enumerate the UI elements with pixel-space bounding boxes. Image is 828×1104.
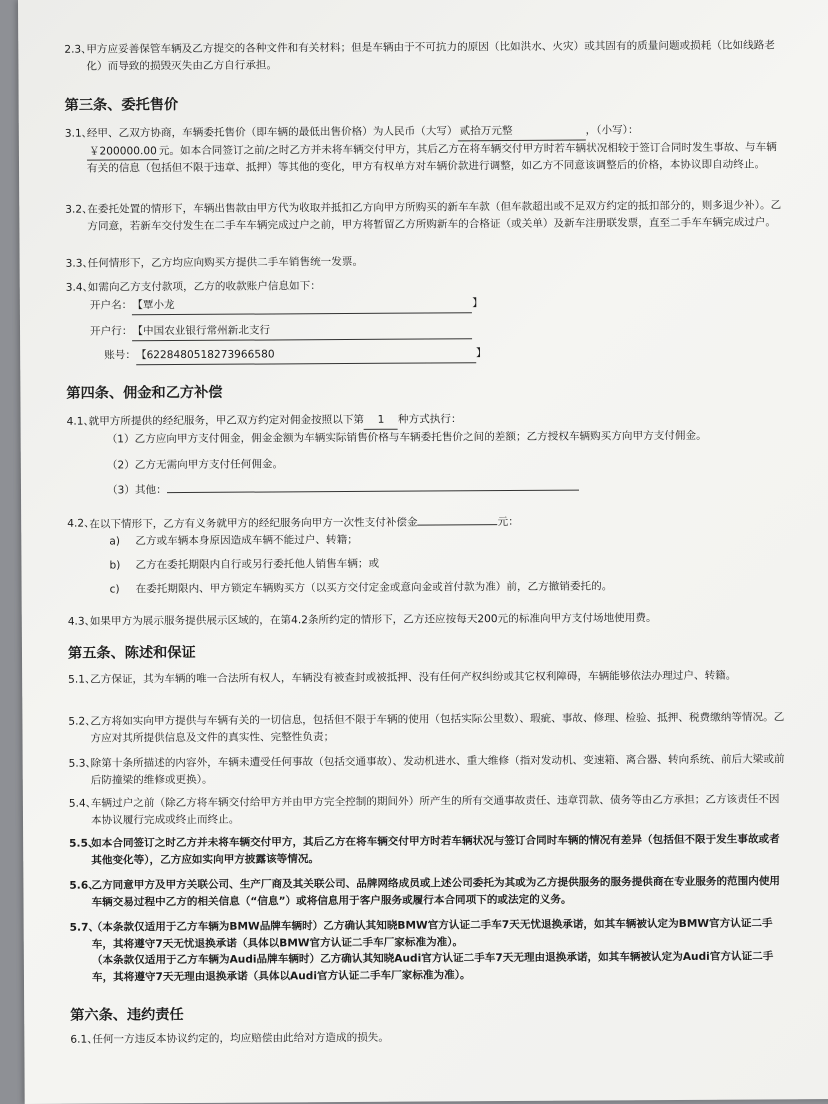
- price-in-words: 贰拾万元整: [458, 123, 586, 141]
- clause-text: 如果甲方为展示服务提供展示区域的，在第4.2条所约定的情形下，乙方还应按每天200元的标准向甲方支付场地使用费。: [89, 612, 657, 628]
- clause-5-3: [69, 751, 789, 788]
- clause-5-2: [68, 709, 788, 746]
- clause-number: 2.3、: [64, 43, 92, 56]
- clause-number: 4.2、: [67, 517, 95, 530]
- clause-text: 在委托处置的情形下，车辆出售款由甲方代为收取并抵扣乙方向甲方所购买的新车车款（但车款超出或不足双方约定的抵扣部分的，则多退少补）。乙方同意，若新车交付发生在二手车车辆完成过户之前，甲方将暂留乙方所购新车的合格证（或关单）及新车注册联发票，直至二手车车辆完成过户。: [87, 199, 782, 233]
- clause-number: 5.5、: [69, 837, 99, 850]
- account-name-row: 开户名：【覃小龙 】: [90, 295, 483, 315]
- section-heading-5: 第五条、陈述和保证: [67, 644, 196, 662]
- account-number-value: 6228480518273966580: [146, 348, 275, 362]
- clause-number: 4.1、: [66, 415, 95, 428]
- clause-text: 经甲、乙双方协商，车辆委托售价（即车辆的最低出售价格）为人民币（大写） 贰拾万元整 ，（小写）： ￥200000.00 元。如本合同签订之前/之时乙方并未将车辆交付甲方，其后乙方在将车辆交付甲方时若车辆状况相较于签订合同时发生事故、与车辆有关的信息（包括但不限于违章、抵押）等其他的变化，甲方有权单方对车辆价款进行调整，如乙方不同意该调整后的价格，本协议即自动终止。: [86, 124, 777, 175]
- clause-number: 3.2、: [65, 203, 93, 216]
- clause-6-1: [70, 1027, 790, 1048]
- bmw-clause: （本条款仅适用于乙方车辆为BMW品牌车辆时）乙方确认其知晓BMW官方认证二手车7天无忧退换承诺，如其车辆被认定为BMW官方认证二手车，其将遵守7天无忧退换承诺（具体以BMW官方认证二手车厂家标准为准）。: [91, 917, 773, 951]
- clause-number: 5.3、: [68, 757, 97, 770]
- clause-number: 5.6、: [69, 879, 99, 892]
- clause-5-7: [70, 915, 790, 985]
- clause-number: 5.4、: [68, 797, 97, 810]
- clause-4-2-a: a) 乙方或车辆本身原因造成车辆不能过户、转籍；: [109, 533, 358, 548]
- section-heading-4: 第四条、佣金和乙方补偿: [66, 384, 223, 402]
- clause-number: 5.2、: [68, 715, 96, 728]
- clause-text: 如本合同签订之时乙方并未将车辆交付甲方，其后乙方在将车辆交付甲方时若车辆状况与签订合同时车辆的情况有差异（包括但不限于发生事故或者其他变化等），乙方应如实向甲方披露该等情况。: [91, 833, 780, 867]
- clause-number: 3.3、: [65, 257, 94, 270]
- clause-number: 6.1、: [70, 1033, 98, 1046]
- price-in-figures: ￥200000.00: [87, 143, 159, 161]
- clause-3-2: [65, 197, 785, 234]
- commission-option-3: （3）其他：: [107, 479, 579, 499]
- audi-clause: （本条款仅适用于乙方车辆为Audi品牌车辆时）乙方确认其知晓Audi官方认证二手车7天无理由退换承诺，如其车辆被认定为Audi官方认证二手车，其将遵守7天无理由退换承诺（具体以Audi官方认证二手车厂家标准为准）。: [91, 950, 774, 984]
- clause-text: 乙方同意甲方及甲方关联公司、生产厂商及其关联公司、品牌网络成员或上述公司委托为其或为乙方提供服务的服务提供商在专业服务的范围内使用车辆交易过程中乙方的相关信息（“信息”）或将信息用于客户服务或履行本合同项下的或法定的义务。: [91, 875, 781, 909]
- bank-label: 开户行：: [89, 325, 133, 338]
- clause-5-1: [68, 667, 788, 688]
- contract-body: [64, 35, 785, 1046]
- contract-page: [18, 0, 828, 1104]
- bank-value: 中国农业银行常州新北支行: [142, 324, 271, 338]
- clause-text: 任何一方违反本协议约定的，均应赔偿由此给对方造成的损失。: [92, 1031, 390, 1046]
- clause-5-6: [69, 873, 789, 910]
- clause-text: 乙方将如实向甲方提供与车辆有关的一切信息，包括但不限于车辆的使用（包括实际公里数）、瑕疵、事故、修理、检验、抵押、税费缴纳等情况。乙方应对其所提供信息及文件的真实性、完整性负责；: [90, 711, 785, 745]
- clause-number: 5.1、: [68, 673, 96, 686]
- account-name-field: 【覃小龙: [132, 295, 472, 315]
- commission-option-1: （1）乙方应向甲方支付佣金，佣金金额为车辆实际销售价格与车辆委托售价之间的差额；乙方授权车辆购买方向甲方支付佣金。: [106, 429, 707, 446]
- clause-5-4: [69, 791, 789, 828]
- clause-text: 就甲方所提供的经纪服务，甲乙双方约定对佣金按照以下第 1 种方式执行：: [88, 413, 462, 428]
- clause-2-3: [64, 37, 784, 74]
- clause-4-2: [67, 511, 787, 533]
- other-option-blank: [167, 479, 579, 494]
- clause-number: 4.3、: [67, 615, 96, 628]
- clause-number: 5.7、: [69, 921, 100, 934]
- clause-4-2-b: b) 乙方在委托期限内自行或另行委托他人销售车辆；或: [109, 557, 380, 572]
- section-heading-3: 第三条、委托售价: [64, 97, 179, 114]
- clause-text: [92, 915, 790, 985]
- account-number-label: 账号：: [104, 349, 136, 362]
- clause-3-4: [66, 275, 786, 296]
- clause-4-3: [68, 609, 788, 630]
- account-name-value: 覃小龙: [142, 299, 175, 312]
- commission-option-2: （2）乙方无需向甲方支付任何佣金。: [106, 458, 284, 472]
- clause-text: 在以下情形下，乙方有义务就甲方的经纪服务向甲方一次性支付补偿金 元：: [89, 511, 787, 533]
- commission-option-choice: 1: [364, 412, 398, 430]
- clause-text: 除第十条所描述的内容外，车辆未遭受任何事故（包括交通事故）、发动机进水、重大维修（指对发动机、变速箱、离合器、转向系统、前后大梁或前后防撞梁的维修或更换）。: [90, 753, 785, 787]
- clause-number: 3.1、: [64, 127, 93, 140]
- clause-text: 如需向乙方支付款项，乙方的收款账户信息如下：: [87, 280, 321, 294]
- clause-3-1: [65, 121, 785, 177]
- clause-4-2-c: c) 在委托期限内、甲方锁定车辆购买方（以买方交付定金或意向金或首付款为准）前，乙方撤销委托的。: [109, 580, 613, 596]
- account-number-row: 账号：【6228480518273966580 】: [104, 345, 486, 365]
- clause-number: 3.4、: [65, 281, 94, 294]
- clause-text: 甲方应妥善保管车辆及乙方提交的各种文件和有关材料；但是车辆由于不可抗力的原因（比如洪水、火灾）或其固有的质量问题或损耗（比如线路老化）而导致的损毁灭失由乙方自行承担。: [86, 39, 775, 73]
- clause-5-5: [69, 831, 789, 868]
- clause-text: 车辆过户之前（除乙方将车辆交付给甲方并由甲方完全控制的期间外）所产生的所有交通事故责任、违章罚款、债务等由乙方承担；乙方该责任不因本协议履行完成或终止而终止。: [90, 793, 780, 827]
- account-name-label: 开户名：: [89, 299, 133, 312]
- clause-3-3: [66, 251, 786, 272]
- bank-field: 【中国农业银行常州新北支行: [132, 321, 472, 341]
- clause-text: 乙方保证，其为车辆的唯一合法所有权人，车辆没有被查封或被抵押、没有任何产权纠纷或其它权利障碍，车辆能够依法办理过户、转籍。: [90, 669, 737, 686]
- clause-text: 任何情形下，乙方均应向购买方提供二手车销售统一发票。: [87, 255, 364, 270]
- compensation-amount-blank: [418, 513, 498, 525]
- bank-row: [90, 321, 472, 341]
- account-number-field: 【6228480518273966580: [136, 345, 476, 365]
- section-heading-6: 第六条、违约责任: [70, 1007, 184, 1024]
